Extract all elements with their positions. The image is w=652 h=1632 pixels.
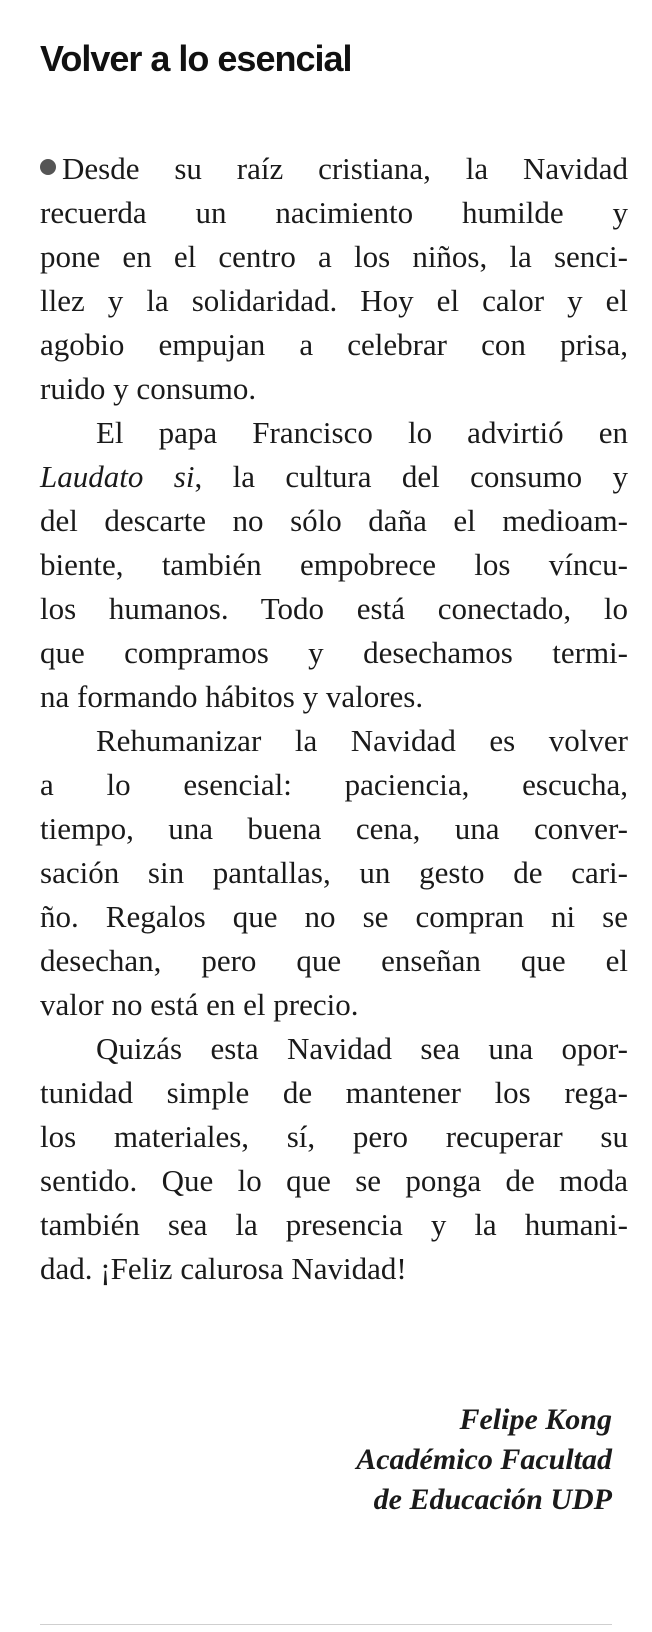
paragraph-line: valor no está en el precio. [40,987,359,1023]
paragraph-line: sación sin pantallas, un gesto de cari- [40,855,628,891]
paragraph-1 [40,147,628,411]
paragraph-line: sentido. Que lo que se ponga de moda [40,1163,628,1199]
paragraph-2 [40,411,628,719]
paragraph-line: pone en el centro a los niños, la senci- [40,239,628,275]
paragraph-line: los humanos. Todo está conectado, lo [40,591,628,627]
article [40,38,628,1291]
paragraph-line: Laudato si, la cultura del consumo y [40,459,629,495]
paragraph-line: a lo esencial: paciencia, escucha, [40,767,628,803]
paragraph-line: tiempo, una buena cena, una conver- [40,811,628,847]
paragraph-line: que compramos y desechamos termi- [40,635,628,671]
author-signature [356,1400,612,1520]
paragraph-line: tunidad simple de mantener los rega- [40,1075,628,1111]
paragraph-4 [40,1027,628,1291]
paragraph-line: Quizás esta Navidad sea una opor- [96,1031,628,1067]
author-affiliation: de Educación UDP [373,1483,612,1516]
paragraph-line: dad. ¡Feliz calurosa Navidad! [40,1251,407,1287]
italic-title: Laudato si [40,459,195,495]
paragraph-line: llez y la solidaridad. Hoy el calor y el [40,283,628,319]
paragraph-3 [40,719,628,1027]
bullet-icon [40,159,56,175]
paragraph-line: desechan, pero que enseñan que el [40,943,628,979]
paragraph-line: ruido y consumo. [40,371,257,407]
paragraph-line: El papa Francisco lo advirtió en [96,415,628,451]
paragraph-line: agobio empujan a celebrar con prisa, [40,327,628,363]
article-title: Volver a lo esencial [40,38,352,79]
paragraph-line: ño. Regalos que no se compran ni se [40,899,628,935]
author-name: Felipe Kong [459,1403,612,1436]
bottom-divider [40,1624,612,1625]
paragraph-line: los materiales, sí, pero recuperar su [40,1119,628,1155]
author-role: Académico Facultad [356,1443,612,1476]
paragraph-line: recuerda un nacimiento humilde y [40,195,628,231]
paragraph-line: na formando hábitos y valores. [40,679,424,715]
paragraph-line: Rehumanizar la Navidad es volver [96,723,628,759]
paragraph-line: Desde su raíz cristiana, la Navidad [40,147,628,191]
paragraph-line: del descarte no sólo daña el medioam- [40,503,628,539]
paragraph-line: también sea la presencia y la humani- [40,1207,628,1243]
paragraph-line: biente, también empobrece los víncu- [40,547,628,583]
